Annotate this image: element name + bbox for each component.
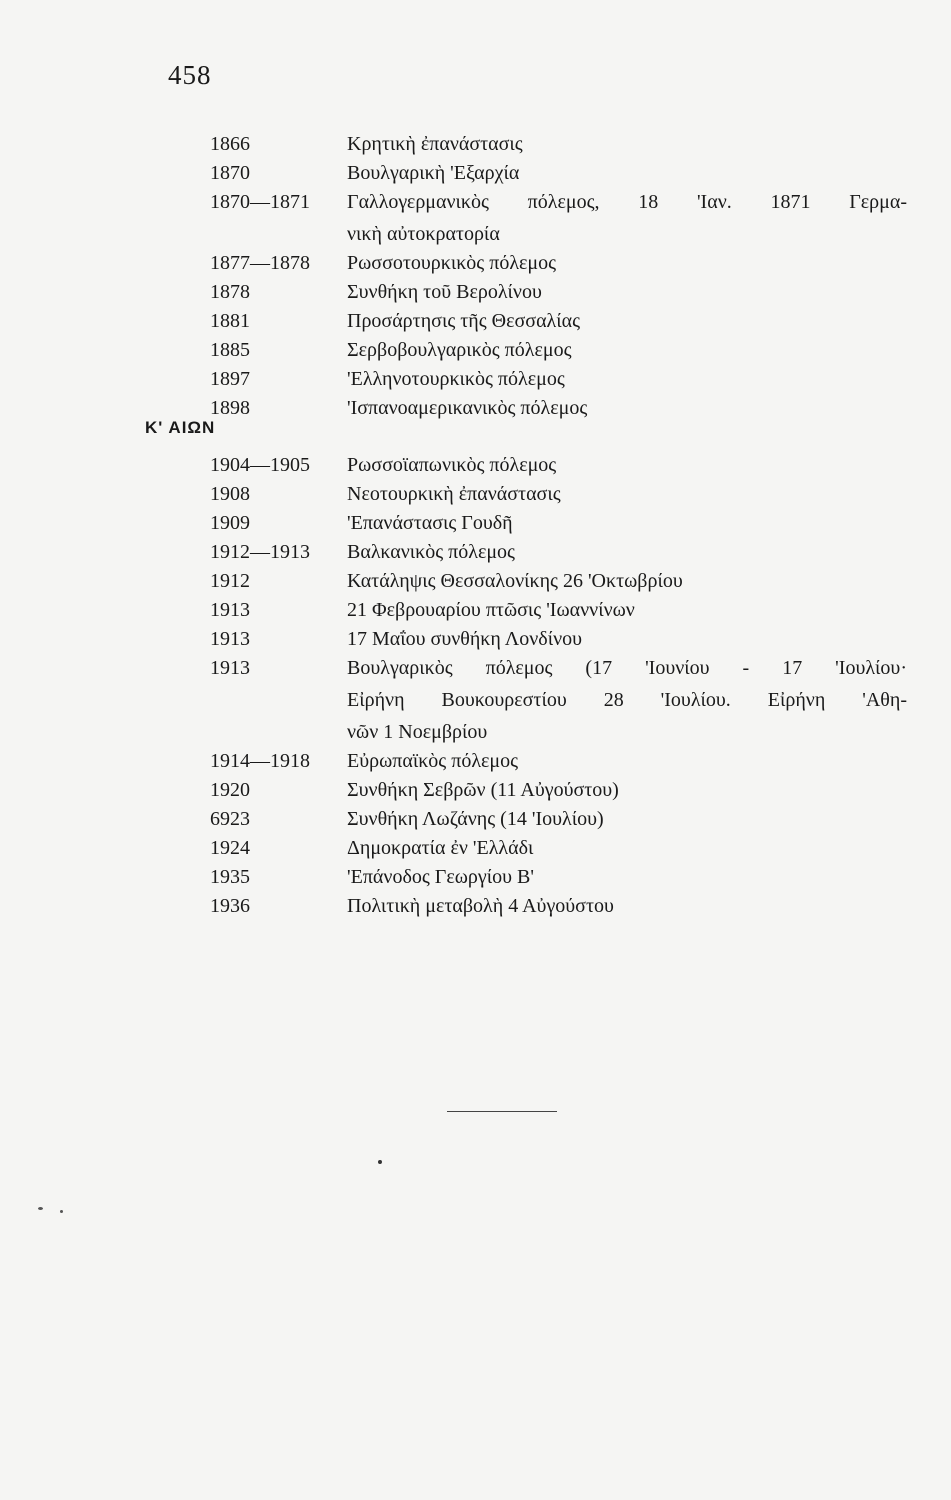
entry-event xyxy=(347,594,907,626)
entry-event-line: Συνθήκη Λωζάνης (14 'Ιουλίου) xyxy=(347,808,604,830)
entry-event xyxy=(347,186,907,250)
entry-event xyxy=(347,861,907,893)
entry-event-line: Βουλγαρικὴ 'Εξαρχία xyxy=(347,162,520,184)
entry-year: 1936 xyxy=(210,895,250,917)
entry-year: 6923 xyxy=(210,808,250,830)
entry-event-line: 21 Φεβρουαρίου πτῶσις 'Ιωαννίνων xyxy=(347,599,635,621)
entry-event xyxy=(347,745,907,777)
entry-year: 1877—1878 xyxy=(210,252,310,274)
entry-year: 1866 xyxy=(210,133,250,155)
entry-year: 1913 xyxy=(210,628,250,650)
page-number: 458 xyxy=(168,60,212,90)
entry-event-line: Ρωσσοϊαπωνικὸς πόλεμος xyxy=(347,454,557,476)
entry-event-line: Βαλκανικὸς πόλεμος xyxy=(347,541,515,563)
ink-speck xyxy=(60,1210,63,1213)
entry-event xyxy=(347,890,907,922)
entry-event-line: Βουλγαρικὸς πόλεμος (17 'Ιουνίου - 17 'Ιουλίου· xyxy=(347,657,907,679)
entry-event-line: Προσάρτησις τῆς Θεσσαλίας xyxy=(347,310,581,332)
entry-event-line: 'Επανάστασις Γουδῆ xyxy=(347,512,513,534)
entry-year: 1920 xyxy=(210,779,250,801)
ink-speck xyxy=(38,1207,43,1210)
entry-year: 1913 xyxy=(210,657,250,679)
entry-year: 1935 xyxy=(210,866,250,888)
entry-year: 1909 xyxy=(210,512,250,534)
entry-year: 1870 xyxy=(210,162,250,184)
entry-year: 1878 xyxy=(210,281,250,303)
entry-year: 1898 xyxy=(210,397,250,419)
entry-event xyxy=(347,774,907,806)
entry-event xyxy=(347,565,907,597)
entry-event-line: 'Επάνοδος Γεωργίου Β' xyxy=(347,866,534,888)
entry-event-line: Σερβοβουλγαρικὸς πόλεμος xyxy=(347,339,572,361)
entry-event-line: Συνθήκη Σεβρῶν (11 Αὐγούστου) xyxy=(347,779,619,801)
entry-year: 1897 xyxy=(210,368,250,390)
entry-event xyxy=(347,623,907,655)
entry-event-line: Κρητικὴ ἐπανάστασις xyxy=(347,133,523,155)
entry-year: 1912 xyxy=(210,570,250,592)
entry-event xyxy=(347,305,907,337)
entry-event xyxy=(347,392,907,424)
entry-event xyxy=(347,652,907,748)
entry-event-line: νικὴ αὐτοκρατορία xyxy=(347,223,500,245)
entry-year: 1914—1918 xyxy=(210,750,310,772)
entry-event xyxy=(347,247,907,279)
entry-event xyxy=(347,449,907,481)
entry-event-line: 'Ισπανοαμερικανικὸς πόλεμος xyxy=(347,397,588,419)
entry-year: 1912—1913 xyxy=(210,541,310,563)
entry-event xyxy=(347,128,907,160)
entry-year: 1885 xyxy=(210,339,250,361)
entry-event-line: νῶν 1 Νοεμβρίου xyxy=(347,721,488,743)
entry-year: 1904—1905 xyxy=(210,454,310,476)
entry-event-line: Κατάληψις Θεσσαλονίκης 26 'Οκτωβρίου xyxy=(347,570,683,592)
entry-year: 1870—1871 xyxy=(210,191,310,213)
entry-year: 1913 xyxy=(210,599,250,621)
entry-event-line: Δημοκρατία ἐν 'Ελλάδι xyxy=(347,837,534,859)
entry-event-line: Γαλλογερμανικὸς πόλεμος, 18 'Ιαν. 1871 Γερμα- xyxy=(347,191,907,213)
entry-year: 1881 xyxy=(210,310,250,332)
entry-event-line: Εἰρήνη Βουκουρεστίου 28 'Ιουλίου. Εἰρήνη 'Αθη- xyxy=(347,689,907,711)
entry-event xyxy=(347,363,907,395)
entry-event xyxy=(347,478,907,510)
entry-year: 1924 xyxy=(210,837,250,859)
entry-event xyxy=(347,276,907,308)
end-rule xyxy=(447,1111,557,1112)
entry-event xyxy=(347,832,907,864)
entry-event xyxy=(347,334,907,366)
entry-year: 1908 xyxy=(210,483,250,505)
entry-event-line: Συνθήκη τοῦ Βερολίνου xyxy=(347,281,542,303)
entry-event-line: 'Ελληνοτουρκικὸς πόλεμος xyxy=(347,368,565,390)
entry-event-line: Νεοτουρκικὴ ἐπανάστασις xyxy=(347,483,561,505)
entry-event xyxy=(347,536,907,568)
entry-event-line: Πολιτικὴ μεταβολὴ 4 Αὐγούστου xyxy=(347,895,614,917)
entry-event xyxy=(347,157,907,189)
ink-dot xyxy=(378,1160,382,1164)
entry-event xyxy=(347,507,907,539)
entry-event-line: Ρωσσοτουρκικὸς πόλεμος xyxy=(347,252,557,274)
entry-event-line: Εὐρωπαϊκὸς πόλεμος xyxy=(347,750,519,772)
entry-event-line: 17 Μαΐου συνθήκη Λονδίνου xyxy=(347,628,583,650)
section-heading: Κ' ΑΙΩΝ xyxy=(145,418,216,437)
entry-event xyxy=(347,803,907,835)
